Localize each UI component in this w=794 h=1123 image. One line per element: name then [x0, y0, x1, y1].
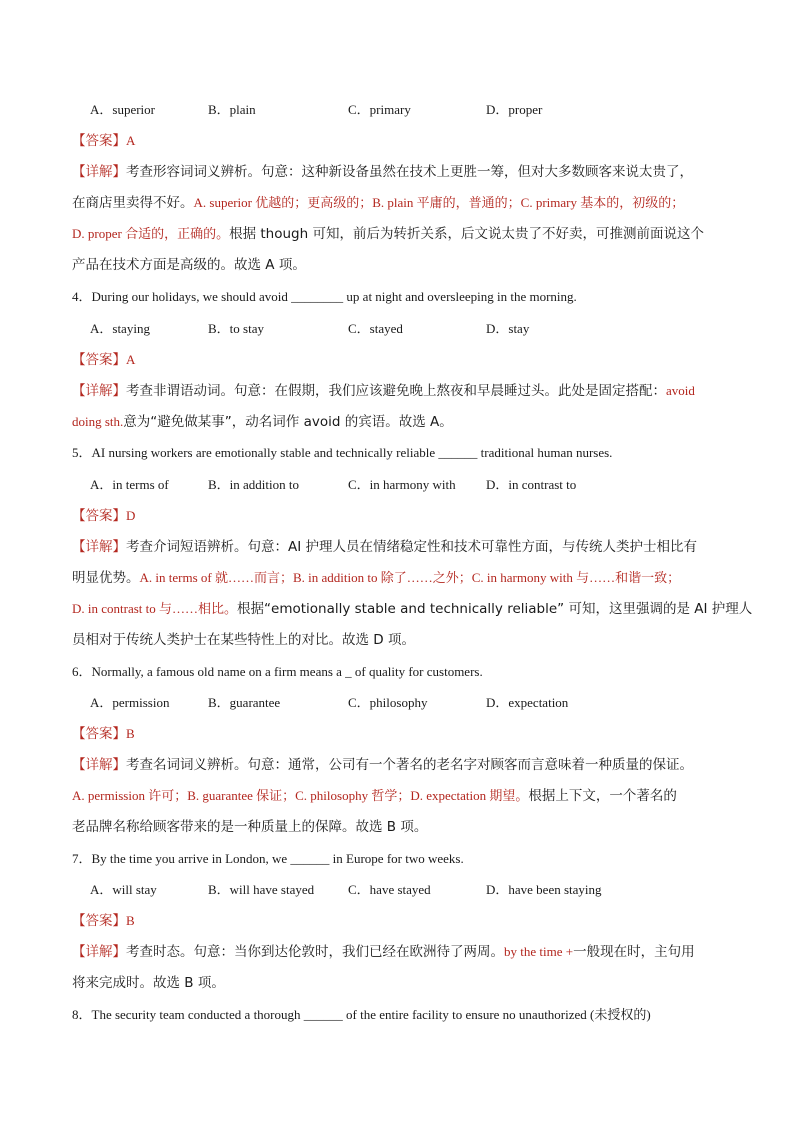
q4-detail-line-2: doing sth.意为“避免做某事”，动名词作 avoid 的宾语。故选 A。 [72, 414, 453, 430]
q7-stem: 7．By the time you arrive in London, we ______ in Europe for two weeks. [72, 851, 464, 866]
q7-option-b: B．will have stayed [208, 882, 315, 897]
q7-answer [72, 911, 135, 931]
q7-option-d: D．have been staying [486, 882, 602, 897]
detail-tag: 【详解】 [72, 539, 126, 555]
q6-detail-line-3: 老品牌名称给顾客带来的是一种质量上的保障。故选 B 项。 [72, 819, 428, 835]
q4-answer [72, 350, 135, 370]
q5-detail-line-4: 员相对于传统人类护士在某些特性上的对比。故选 D 项。 [72, 632, 415, 648]
q5-option-b: B．in addition to [208, 477, 300, 492]
q5-detail-line-1: 【详解】考查介词短语辨析。句意：AI 护理人员在情绪稳定性和技术可靠性方面，与传统人类护士相比有 [72, 539, 698, 555]
q3-detail-line-3: D. proper 合适的，正确的。根据 though 可知，前后为转折关系，后文说太贵了不好卖，可推测前面说这个 [72, 226, 704, 242]
answer-value: D [126, 508, 136, 523]
q6-option-c: C．philosophy [348, 695, 428, 710]
q4-option-d: D．stay [486, 321, 530, 336]
answer-value: A [126, 133, 136, 148]
q5-detail-line-2: 明显优势。A. in terms of 就……而言；B. in addition to 除了……之外；C. in harmony with 与……和谐一致； [72, 570, 681, 586]
detail-tag: 【详解】 [72, 164, 126, 180]
q7-options [90, 880, 690, 900]
q3-answer [72, 131, 135, 151]
q6-answer [72, 724, 135, 744]
q7-option-a: A．will stay [90, 882, 157, 897]
q5-option-a: A．in terms of [90, 477, 169, 492]
q5-detail-line-3: D. in contrast to 与……相比。根据“emotionally stable and technically reliable” 可知，这里强调的是 AI 护理人 [72, 601, 753, 617]
q6-stem: 6．Normally, a famous old name on a firm means a _ of quality for customers. [72, 664, 483, 679]
answer-tag: 【答案】 [72, 913, 126, 929]
q3-option-d: D．proper [486, 102, 543, 117]
q4-option-c: C．stayed [348, 321, 403, 336]
q4-option-a: A．staying [90, 321, 150, 336]
q4-stem: 4．During our holidays, we should avoid ________ up at night and oversleeping in the morning. [72, 289, 577, 304]
q5-options [90, 475, 690, 495]
q6-option-d: D．expectation [486, 695, 569, 710]
q4-options [90, 319, 690, 339]
q3-option-b: B．plain [208, 102, 256, 117]
q7-option-c: C．have stayed [348, 882, 431, 897]
q3-detail-line-2: 在商店里卖得不好。A. superior 优越的；更高级的；B. plain 平庸的，普通的；C. primary 基本的，初级的； [72, 195, 685, 211]
detail-tag: 【详解】 [72, 383, 126, 399]
answer-value: B [126, 726, 135, 741]
q6-detail-line-2: A. permission 许可；B. guarantee 保证；C. philosophy 哲学；D. expectation 期望。根据上下文，一个著名的 [72, 788, 677, 804]
answer-tag: 【答案】 [72, 352, 126, 368]
q8-stem: 8．The security team conducted a thorough ______ of the entire facility to ensure no unauthorized (未授权的) [72, 1007, 651, 1022]
q3-detail-line-4: 产品在技术方面是高级的。故选 A 项。 [72, 257, 306, 273]
q5-answer [72, 506, 135, 526]
answer-tag: 【答案】 [72, 726, 126, 742]
detail-tag: 【详解】 [72, 757, 126, 773]
q3-option-c: C．primary [348, 102, 411, 117]
q6-detail-line-1: 【详解】考查名词词义辨析。句意：通常，公司有一个著名的老名字对顾客而言意味着一种质量的保证。 [72, 757, 693, 773]
q5-option-d: D．in contrast to [486, 477, 577, 492]
q6-options [90, 693, 690, 713]
q6-option-b: B．guarantee [208, 695, 281, 710]
q3-detail-line-1: 【详解】考查形容词词义辨析。句意：这种新设备虽然在技术上更胜一筹，但对大多数顾客来说太贵了， [72, 164, 693, 180]
answer-tag: 【答案】 [72, 133, 126, 149]
q4-option-b: B．to stay [208, 321, 264, 336]
q3-option-a: A．superior [90, 102, 155, 117]
q5-stem: 5．AI nursing workers are emotionally stable and technically reliable ______ traditional human nurses. [72, 445, 613, 460]
q5-option-c: C．in harmony with [348, 477, 456, 492]
q7-detail-line-2: 将来完成时。故选 B 项。 [72, 975, 225, 991]
answer-value: B [126, 913, 135, 928]
detail-tag: 【详解】 [72, 944, 126, 960]
q4-detail-line-1: 【详解】考查非谓语动词。句意：在假期，我们应该避免晚上熬夜和早晨睡过头。此处是固定搭配：avoid [72, 383, 695, 399]
answer-tag: 【答案】 [72, 508, 126, 524]
answer-value: A [126, 352, 136, 367]
q3-options [90, 100, 690, 120]
q7-detail-line-1: 【详解】考查时态。句意：当你到达伦敦时，我们已经在欧洲待了两周。by the time +一般现在时，主句用 [72, 944, 695, 960]
q6-option-a: A．permission [90, 695, 170, 710]
